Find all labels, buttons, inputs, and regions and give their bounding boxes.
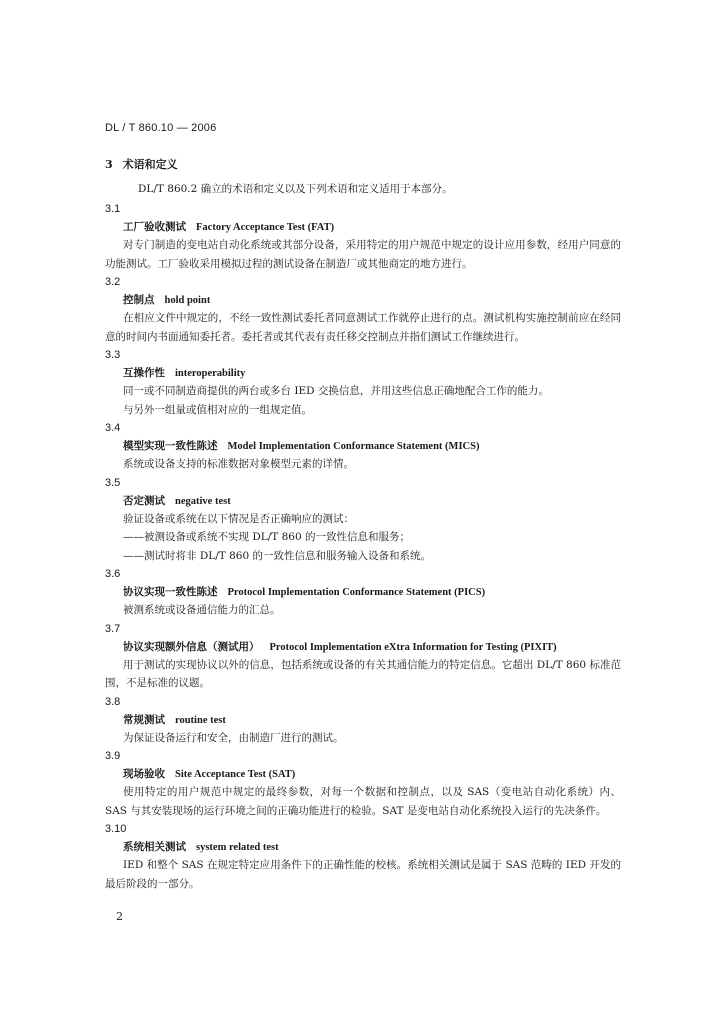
term-zh: 模型实现一致性陈述 [123,440,218,452]
term-title [105,364,621,382]
term-number: 3.1 [105,203,121,215]
section-title: 术语和定义 [122,158,178,171]
term-en: negative test [175,495,231,507]
term-zh: 系统相关测试 [123,841,186,853]
term-definition: 验证设备或系统在以下情况是否正确响应的测试： [123,512,354,525]
section-intro: DL/T 860.2 确立的术语和定义以及下列术语和定义适用于本部分。 [138,183,453,195]
term-title [105,291,621,309]
term-zh: 协议实现额外信息（测试用） [123,640,260,653]
term-definition: 使用特定的用户规范中规定的最终参数，对每一个数据和控制点，以及 SAS（变电站自动化系统）内、SAS 与其安装现场的运行环境之间的正确功能进行的检验。SAT 是变电站自动化系统投入运行的先决条件。 [105,786,621,817]
document-id: DL / T 860.10 — 2006 [105,122,217,134]
term-title [105,437,621,455]
term-zh: 否定测试 [123,494,165,507]
term-definition: 为保证设备运行和安全，由制造厂进行的测试。 [123,731,344,744]
term-entry [105,747,621,820]
term-number: 3.9 [105,750,121,762]
term-number: 3.6 [105,568,121,580]
term-list-item: ——被测设备或系统不实现 DL/T 860 的一致性信息和服务； [123,531,410,543]
term-number: 3.7 [105,622,121,635]
term-zh: 常规测试 [123,713,165,726]
term-en: Site Acceptance Test (SAT) [175,769,296,780]
page-number: 2 [116,910,123,923]
term-en: Model Implementation Conformance Statement (MICS) [227,441,480,452]
term-number: 3.4 [105,422,121,434]
term-entry [105,346,621,419]
section-number: 3 [105,158,113,171]
term-title [105,583,621,601]
term-en: Protocol Implementation eXtra Information for Testing (PIXIT) [269,641,557,653]
term-entry [105,273,621,346]
term-number: 3.2 [105,276,121,288]
term-zh: 现场验收 [123,768,165,780]
term-definition: 系统或设备支持的标准数据对象模型元素的详情。 [123,458,354,470]
term-en: Factory Acceptance Test (FAT) [196,222,335,233]
terms-list [105,200,621,893]
term-definition: 同一或不同制造商提供的两台或多台 IED 交换信息，并用这些信息正确地配合工作的能力。 [123,385,549,397]
term-number: 3.5 [105,476,121,489]
term-title [105,765,621,783]
term-zh: 协议实现一致性陈述 [123,586,218,598]
term-entry [105,565,621,620]
term-title [105,218,621,236]
term-zh: 工厂验收测试 [123,221,186,233]
term-title [105,638,621,656]
term-entry [105,620,621,693]
term-entry [105,474,621,566]
term-zh: 互操作性 [123,367,165,379]
term-title [105,711,621,729]
term-definition-extra: 与另外一组量或值相对应的一组规定值。 [123,403,312,416]
section-heading [105,156,178,172]
term-definition: 在相应文件中规定的，不经一致性测试委托者同意测试工作就停止进行的点。测试机构实施控制前应在经同意的时间内书面通知委托者。委托者或其代表有责任移交控制点并指们测试工作继续进行。 [105,312,621,343]
term-en: hold point [164,295,211,306]
term-en: Protocol Implementation Conformance Statement (PICS) [227,587,486,598]
term-zh: 控制点 [123,294,155,306]
term-list-item: ——测试时将非 DL/T 860 的一致性信息和服务输入设备和系统。 [123,549,431,562]
term-definition: 对专门制造的变电站自动化系统或其部分设备，采用特定的用户规范中规定的设计应用参数，经用户同意的功能测试。工厂验收采用模拟过程的测试设备在制造厂或其他商定的地方进行。 [105,239,621,270]
term-en: interoperability [175,368,246,379]
term-entry [105,820,621,893]
term-title [105,838,621,856]
term-title [105,492,621,510]
term-definition: IED 和整个 SAS 在规定特定应用条件下的正确性能的校核。系统相关测试是属于 SAS 范畴的 IED 开发的最后阶段的一部分。 [105,859,621,890]
term-definition: 用于测试的实现协议以外的信息，包括系统或设备的有关其通信能力的特定信息。它超出 DL/T 860 标准范围，不是标准的议题。 [105,658,621,689]
term-entry [105,200,621,273]
term-en: routine test [175,714,226,726]
term-number: 3.3 [105,349,121,361]
term-entry [105,419,621,474]
term-en: system related test [196,842,279,853]
term-number: 3.8 [105,695,121,708]
term-entry [105,693,621,748]
term-definition: 被测系统或设备通信能力的汇总。 [123,604,281,616]
term-number: 3.10 [105,823,127,835]
